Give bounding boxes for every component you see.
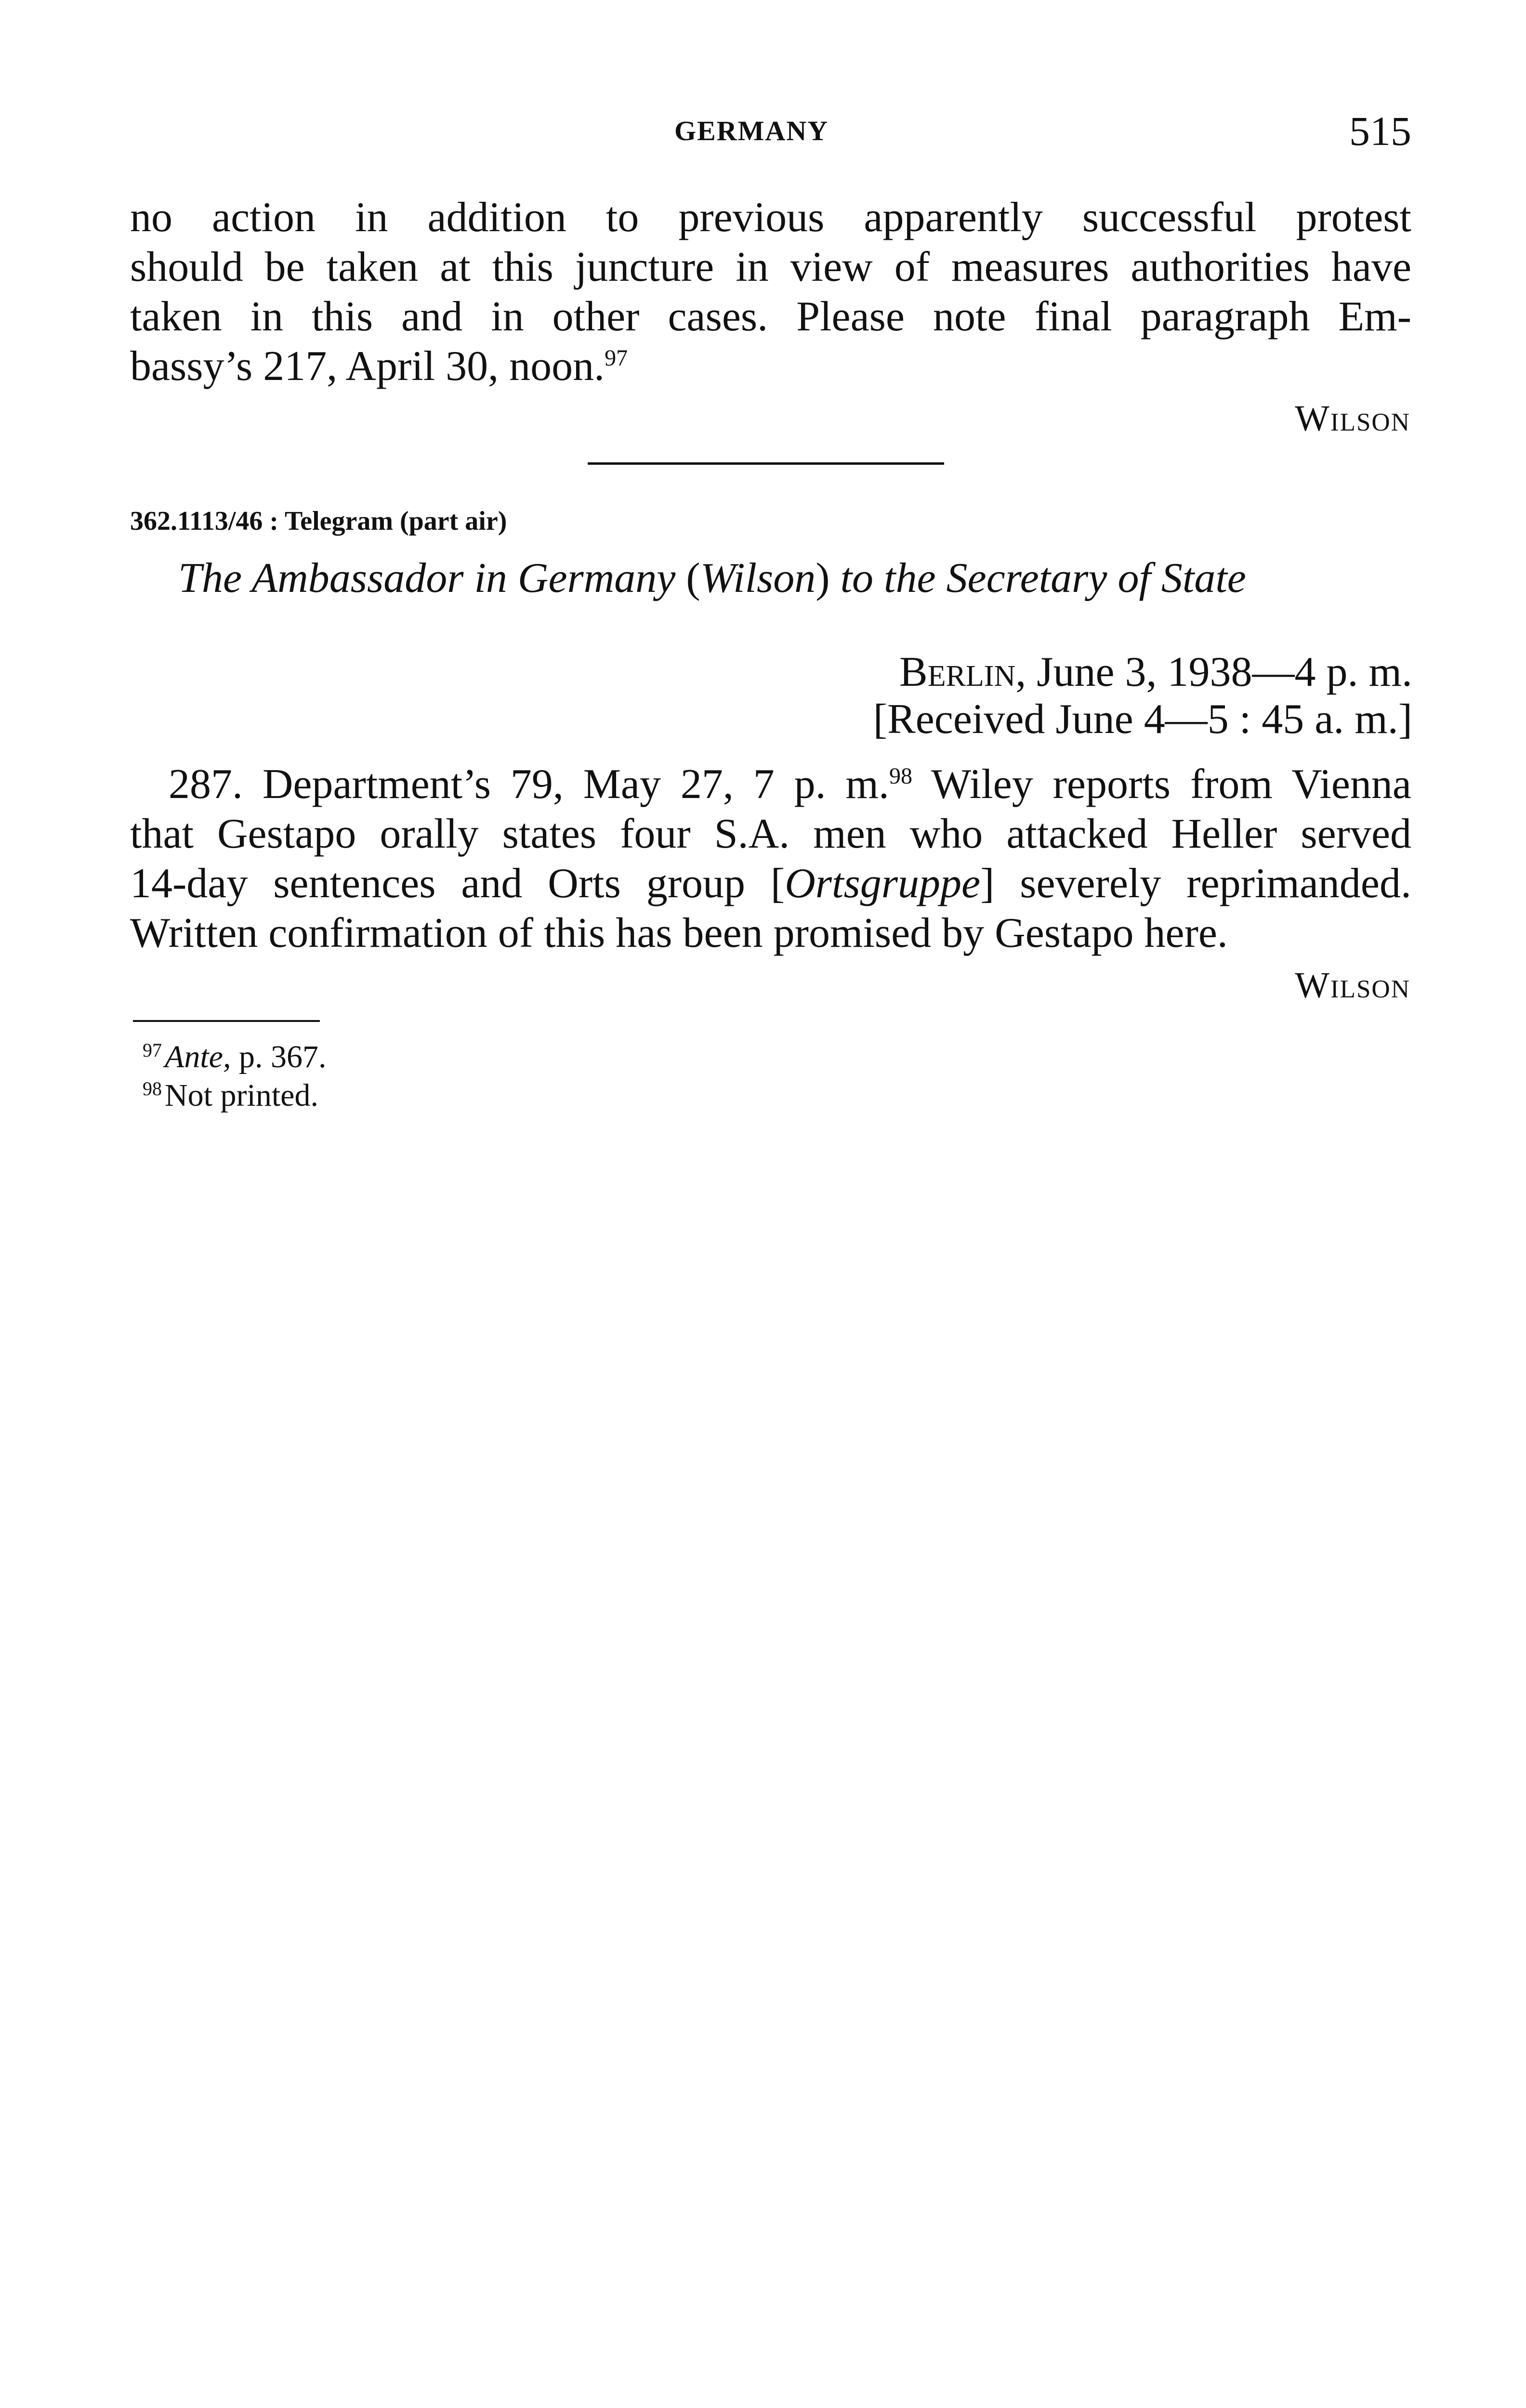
footnote-text: p. 367. — [231, 1039, 327, 1074]
footnotes — [143, 1038, 326, 1115]
footnote — [143, 1038, 326, 1076]
footnote-reference: 98 — [889, 763, 912, 789]
body-line-text: bassy’s 217, April 30, noon. — [130, 343, 605, 390]
running-head: GERMANY — [674, 115, 829, 146]
body-line: taken in this and in other cases. Please note final paragraph Em- — [130, 293, 1411, 340]
document-heading — [178, 554, 1246, 602]
body-line — [130, 759, 1411, 809]
file-reference-number: 362.1113/46 : Telegram — [130, 506, 393, 536]
dateline — [899, 648, 1412, 696]
heading-paren: ( — [686, 555, 700, 602]
heading-name: Wilson — [700, 555, 816, 602]
body-line-text: Wiley reports from Vienna — [912, 761, 1411, 808]
body-line-text: 287. Department’s 79, May 27, 7 p. m. — [169, 761, 889, 808]
body-line — [130, 859, 1411, 908]
footnote-text: Not printed. — [165, 1078, 318, 1113]
footnote-number: 98 — [143, 1078, 162, 1099]
heading-paren: ) — [816, 555, 830, 602]
file-reference — [130, 506, 507, 537]
dateline-date: , June 3, 1938—4 p. m. — [1015, 649, 1412, 695]
body-line-text: 14-day sentences and Orts group [ — [130, 860, 785, 907]
body-line — [130, 341, 1411, 391]
footnote — [143, 1076, 326, 1115]
footnote-reference: 97 — [605, 345, 628, 371]
file-reference-note: (part air) — [400, 506, 507, 536]
footnote-number: 97 — [143, 1039, 162, 1061]
footnote-divider — [133, 1020, 320, 1022]
body-line: Written confirmation of this has been promised by Gestapo here. — [130, 910, 1228, 956]
dateline-place: Berlin — [899, 649, 1016, 695]
body-line: no action in addition to previous apparently successful protest — [130, 194, 1411, 241]
continued-telegram-body — [130, 193, 1411, 391]
body-line-text: ] severely reprimanded. — [980, 860, 1411, 907]
body-line: should be taken at this juncture in view of measures authorities have — [130, 244, 1411, 290]
heading-text: The Ambassador in Germany — [178, 555, 686, 602]
heading-text: to the Secretary of State — [829, 555, 1246, 602]
page-number: 515 — [1349, 108, 1411, 154]
received-line: [Received June 4—5 : 45 a. m.] — [873, 696, 1412, 743]
body-line-italic: Ortsgruppe — [785, 860, 981, 907]
body-line: that Gestapo orally states four S.A. men who attacked Heller served — [130, 811, 1411, 857]
footnote-italic: Ante, — [165, 1039, 231, 1074]
signature: Wilson — [1295, 398, 1410, 439]
telegram-body — [130, 759, 1411, 958]
section-divider — [588, 462, 944, 465]
signature: Wilson — [1295, 965, 1410, 1006]
